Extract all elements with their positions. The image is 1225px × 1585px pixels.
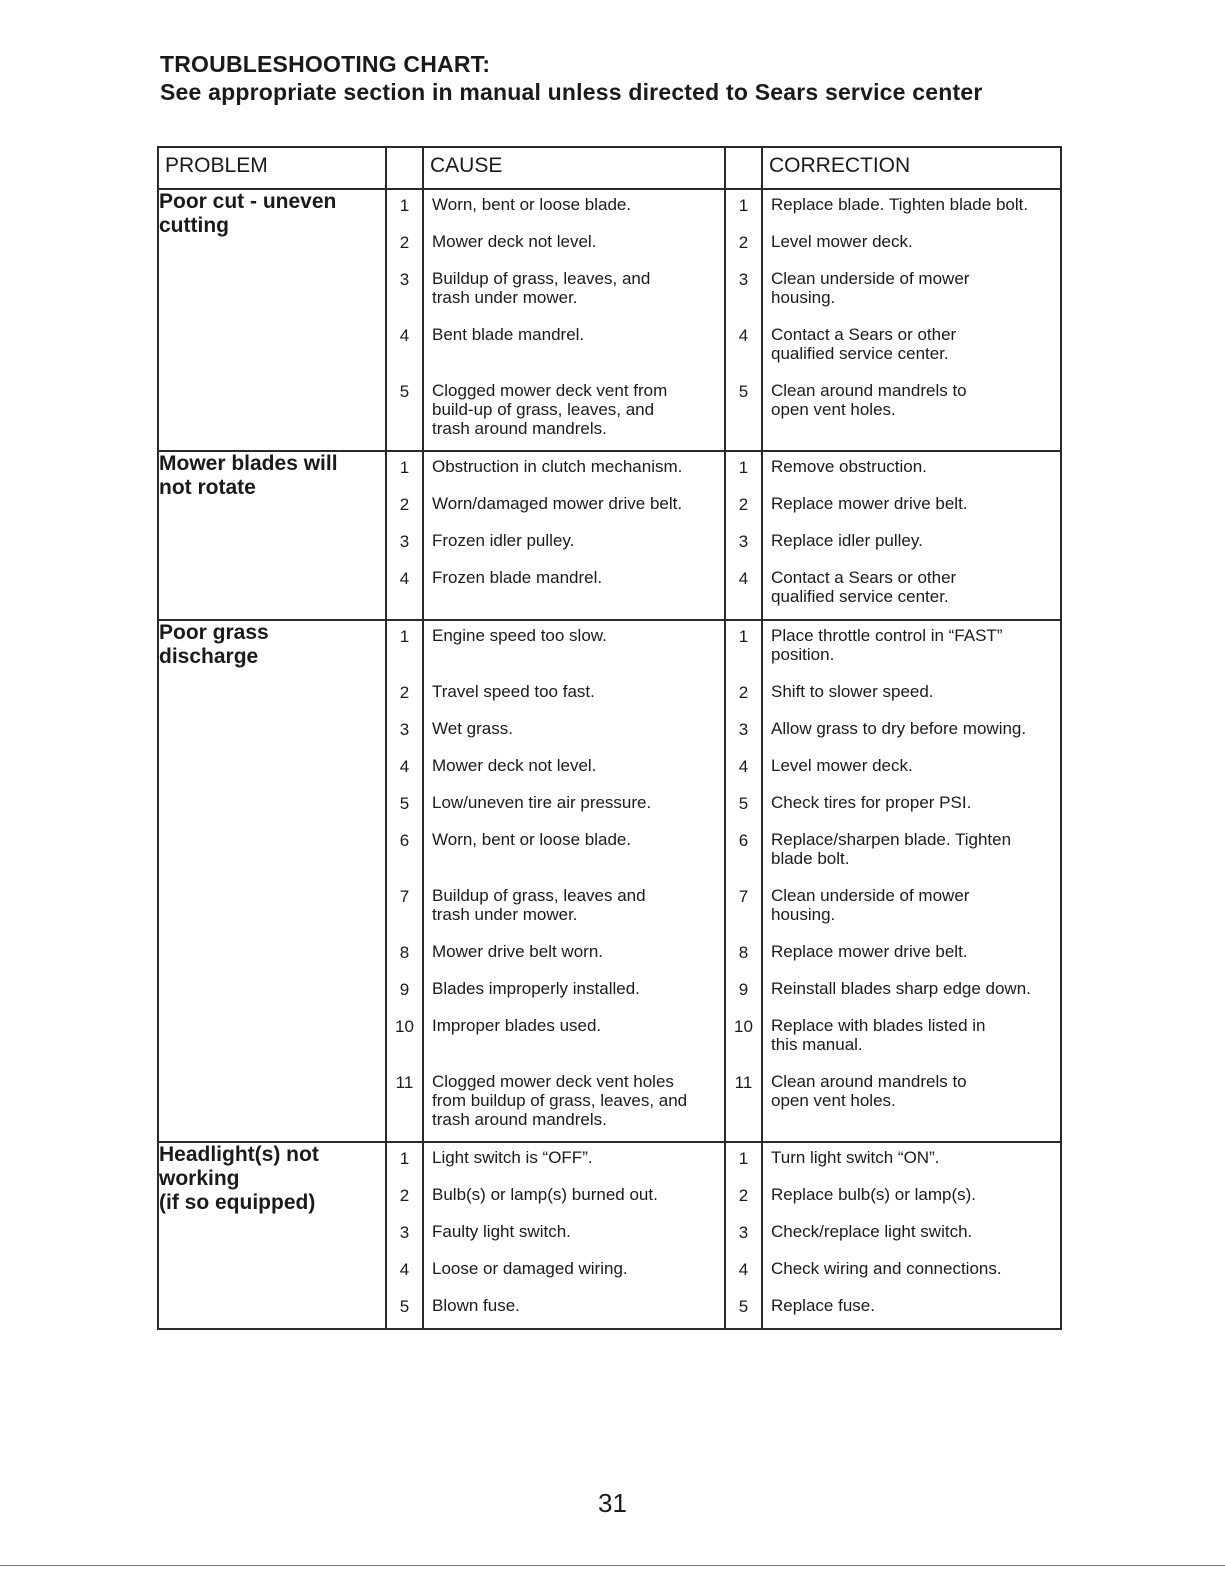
correction-number: 3	[738, 270, 749, 289]
correction-text	[763, 1011, 1060, 1067]
correction-line: Reinstall blades sharp edge down.	[771, 979, 1031, 998]
cause-line: Loose or damaged wiring.	[432, 1259, 628, 1278]
correction-text	[763, 452, 1060, 489]
cause-number-column-header	[386, 147, 423, 189]
problem-line: not rotate	[159, 476, 256, 499]
correction-text	[763, 489, 1060, 526]
correction-line: Check tires for proper PSI.	[771, 793, 972, 812]
correction-text	[763, 526, 1060, 563]
cause-line: Low/uneven tire air pressure.	[432, 793, 652, 812]
correction-text	[763, 190, 1060, 227]
problem-cell	[158, 620, 386, 1142]
cause-number: 4	[399, 757, 410, 776]
correction-line: Replace fuse.	[771, 1296, 875, 1315]
correction-number: 3	[738, 720, 749, 739]
cause-number: 2	[399, 683, 410, 702]
correction-line: Check wiring and connections.	[771, 1259, 1002, 1278]
correction-cell	[762, 189, 1061, 451]
cause-cell	[423, 1142, 725, 1329]
chart-title: TROUBLESHOOTING CHART:	[160, 51, 491, 77]
correction-text	[763, 1067, 1060, 1141]
cause-line: Light switch is “OFF”.	[432, 1148, 593, 1167]
cause-number-cell	[386, 1142, 423, 1329]
cause-line: Clogged mower deck vent from	[432, 381, 668, 400]
problem-line: Mower blades will	[159, 452, 338, 475]
cause-line: Faulty light switch.	[432, 1222, 571, 1241]
correction-line: qualified service center.	[771, 344, 949, 363]
problem-cell	[158, 1142, 386, 1329]
cause-number: 2	[399, 1186, 410, 1205]
correction-line: Shift to slower speed.	[771, 682, 934, 701]
problem-line: Headlight(s) not	[159, 1143, 319, 1166]
problem-line: Poor cut - uneven	[159, 190, 337, 213]
correction-text	[763, 1180, 1060, 1217]
cause-text	[424, 563, 724, 619]
correction-number: 3	[738, 1223, 749, 1242]
cause-number-cell	[386, 189, 423, 451]
page-number: 31	[598, 1488, 627, 1518]
page-heading	[160, 50, 982, 106]
cause-line: Frozen blade mandrel.	[432, 568, 603, 587]
cause-text	[424, 714, 724, 751]
correction-number: 1	[738, 196, 749, 215]
correction-line: qualified service center.	[771, 587, 949, 606]
problem-cell	[158, 451, 386, 620]
cause-number: 4	[399, 1260, 410, 1279]
cause-number: 9	[399, 980, 410, 999]
correction-line: blade bolt.	[771, 849, 850, 868]
correction-line: Replace idler pulley.	[771, 531, 923, 550]
cause-text	[424, 937, 724, 974]
bottom-rule	[0, 1565, 1225, 1566]
cause-number-cell	[386, 620, 423, 1142]
correction-number: 1	[738, 1149, 749, 1168]
cause-number: 5	[399, 794, 410, 813]
cause-number: 3	[399, 720, 410, 739]
correction-number: 6	[738, 831, 749, 850]
correction-number: 11	[734, 1073, 753, 1092]
table-row	[158, 189, 1061, 451]
problem-line: Poor grass	[159, 621, 269, 644]
troubleshooting-table	[157, 146, 1062, 1330]
correction-number-cell	[725, 1142, 762, 1329]
cause-line: Blown fuse.	[432, 1296, 520, 1315]
cause-number: 5	[399, 1297, 410, 1316]
table-body	[158, 189, 1061, 1329]
correction-text	[763, 563, 1060, 619]
correction-number: 5	[738, 794, 749, 813]
cause-line: Bulb(s) or lamp(s) burned out.	[432, 1185, 658, 1204]
correction-text	[763, 1143, 1060, 1180]
correction-line: Level mower deck.	[771, 756, 913, 775]
correction-number: 3	[738, 532, 749, 551]
cause-line: Mower deck not level.	[432, 756, 597, 775]
correction-line: Replace mower drive belt.	[771, 494, 968, 513]
cause-number: 1	[399, 196, 410, 215]
correction-line: Turn light switch “ON”.	[771, 1148, 940, 1167]
cause-cell	[423, 189, 725, 451]
cause-text	[424, 264, 724, 320]
cause-line: Mower deck not level.	[432, 232, 597, 251]
cause-text	[424, 227, 724, 264]
cause-text	[424, 1291, 724, 1328]
cause-number: 2	[399, 233, 410, 252]
cause-line: Mower drive belt worn.	[432, 942, 604, 961]
cause-cell	[423, 451, 725, 620]
correction-text	[763, 376, 1060, 450]
cause-line: build-up of grass, leaves, and	[432, 400, 655, 419]
correction-text	[763, 825, 1060, 881]
table-row	[158, 1142, 1061, 1329]
correction-text	[763, 1291, 1060, 1328]
correction-column-header: CORRECTION	[762, 147, 1061, 189]
correction-number: 4	[738, 1260, 749, 1279]
correction-text	[763, 937, 1060, 974]
correction-number: 2	[738, 233, 749, 252]
cause-cell	[423, 620, 725, 1142]
cause-line: Improper blades used.	[432, 1016, 602, 1035]
cause-number-cell	[386, 451, 423, 620]
cause-text	[424, 1067, 724, 1141]
cause-text	[424, 320, 724, 376]
cause-text	[424, 1217, 724, 1254]
correction-text	[763, 320, 1060, 376]
chart-subtitle: See appropriate section in manual unless directed to Sears service center	[160, 79, 983, 105]
correction-number: 7	[738, 887, 749, 906]
correction-line: Replace bulb(s) or lamp(s).	[771, 1185, 977, 1204]
cause-line: Travel speed too fast.	[432, 682, 595, 701]
correction-number: 2	[738, 495, 749, 514]
table-row	[158, 620, 1061, 1142]
cause-text	[424, 621, 724, 677]
problem-line: cutting	[159, 214, 229, 237]
correction-text	[763, 227, 1060, 264]
cause-number: 1	[399, 458, 410, 477]
cause-line: trash under mower.	[432, 905, 578, 924]
correction-text	[763, 751, 1060, 788]
cause-number: 11	[395, 1073, 414, 1092]
correction-line: Contact a Sears or other	[771, 325, 957, 344]
cause-line: Frozen idler pulley.	[432, 531, 575, 550]
correction-cell	[762, 1142, 1061, 1329]
cause-text	[424, 881, 724, 937]
cause-line: from buildup of grass, leaves, and	[432, 1091, 688, 1110]
correction-text	[763, 1254, 1060, 1291]
table-row	[158, 451, 1061, 620]
cause-line: Buildup of grass, leaves, and	[432, 269, 651, 288]
cause-text	[424, 1143, 724, 1180]
correction-line: Replace blade. Tighten blade bolt.	[771, 195, 1029, 214]
correction-text	[763, 264, 1060, 320]
cause-text	[424, 526, 724, 563]
cause-line: trash under mower.	[432, 288, 578, 307]
correction-text	[763, 677, 1060, 714]
correction-line: Replace with blades listed in	[771, 1016, 986, 1035]
cause-text	[424, 1254, 724, 1291]
cause-text	[424, 190, 724, 227]
cause-text	[424, 788, 724, 825]
problem-line: working	[159, 1167, 240, 1190]
correction-number: 8	[738, 943, 749, 962]
problem-line: (if so equipped)	[159, 1191, 316, 1214]
correction-number: 2	[738, 1186, 749, 1205]
correction-number-cell	[725, 451, 762, 620]
correction-text	[763, 974, 1060, 1011]
correction-line: Clean underside of mower	[771, 269, 970, 288]
correction-line: Contact a Sears or other	[771, 568, 957, 587]
correction-number-cell	[725, 189, 762, 451]
correction-line: Replace mower drive belt.	[771, 942, 968, 961]
cause-number: 3	[399, 1223, 410, 1242]
correction-number: 9	[738, 980, 749, 999]
cause-number: 4	[399, 569, 410, 588]
correction-line: Level mower deck.	[771, 232, 913, 251]
problem-line: discharge	[159, 645, 259, 668]
cause-number: 3	[399, 270, 410, 289]
correction-line: Clean underside of mower	[771, 886, 970, 905]
correction-number: 1	[738, 458, 749, 477]
correction-line: housing.	[771, 288, 836, 307]
correction-line: housing.	[771, 905, 836, 924]
cause-number: 7	[399, 887, 410, 906]
correction-text	[763, 788, 1060, 825]
cause-line: trash around mandrels.	[432, 1110, 607, 1129]
correction-line: open vent holes.	[771, 400, 896, 419]
problem-column-header: PROBLEM	[158, 147, 386, 189]
correction-number: 1	[738, 627, 749, 646]
cause-line: Worn/damaged mower drive belt.	[432, 494, 683, 513]
cause-number: 4	[399, 326, 410, 345]
correction-number: 4	[738, 569, 749, 588]
cause-text	[424, 974, 724, 1011]
cause-line: Blades improperly installed.	[432, 979, 640, 998]
cause-text	[424, 452, 724, 489]
correction-number: 5	[738, 382, 749, 401]
correction-text	[763, 714, 1060, 751]
correction-number: 10	[734, 1017, 753, 1036]
cause-number: 8	[399, 943, 410, 962]
correction-cell	[762, 620, 1061, 1142]
cause-number: 5	[399, 382, 410, 401]
cause-number: 2	[399, 495, 410, 514]
table-header-row	[158, 147, 1061, 189]
cause-column-header: CAUSE	[423, 147, 725, 189]
correction-number: 2	[738, 683, 749, 702]
cause-line: Worn, bent or loose blade.	[432, 195, 632, 214]
cause-line: Clogged mower deck vent holes	[432, 1072, 674, 1091]
correction-number-column-header	[725, 147, 762, 189]
cause-line: Worn, bent or loose blade.	[432, 830, 632, 849]
correction-number-cell	[725, 620, 762, 1142]
cause-number: 3	[399, 532, 410, 551]
cause-text	[424, 1011, 724, 1067]
correction-number: 5	[738, 1297, 749, 1316]
cause-line: Bent blade mandrel.	[432, 325, 585, 344]
cause-text	[424, 751, 724, 788]
cause-line: Obstruction in clutch mechanism.	[432, 457, 683, 476]
correction-line: Clean around mandrels to	[771, 1072, 967, 1091]
correction-line: Place throttle control in “FAST”	[771, 626, 1003, 645]
cause-text	[424, 489, 724, 526]
cause-number: 1	[399, 627, 410, 646]
cause-number: 10	[395, 1017, 414, 1036]
cause-text	[424, 376, 724, 450]
correction-line: open vent holes.	[771, 1091, 896, 1110]
correction-line: Replace/sharpen blade. Tighten	[771, 830, 1012, 849]
cause-line: Engine speed too slow.	[432, 626, 607, 645]
correction-number: 4	[738, 326, 749, 345]
correction-line: this manual.	[771, 1035, 863, 1054]
cause-number: 1	[399, 1149, 410, 1168]
correction-line: position.	[771, 645, 835, 664]
correction-text	[763, 621, 1060, 677]
cause-line: trash around mandrels.	[432, 419, 607, 438]
correction-line: Remove obstruction.	[771, 457, 927, 476]
cause-text	[424, 825, 724, 881]
cause-line: Wet grass.	[432, 719, 513, 738]
correction-text	[763, 1217, 1060, 1254]
cause-text	[424, 1180, 724, 1217]
correction-cell	[762, 451, 1061, 620]
correction-line: Check/replace light switch.	[771, 1222, 973, 1241]
cause-line: Buildup of grass, leaves and	[432, 886, 646, 905]
correction-text	[763, 881, 1060, 937]
cause-text	[424, 677, 724, 714]
cause-number: 6	[399, 831, 410, 850]
correction-number: 4	[738, 757, 749, 776]
problem-cell	[158, 189, 386, 451]
correction-line: Allow grass to dry before mowing.	[771, 719, 1027, 738]
correction-line: Clean around mandrels to	[771, 381, 967, 400]
